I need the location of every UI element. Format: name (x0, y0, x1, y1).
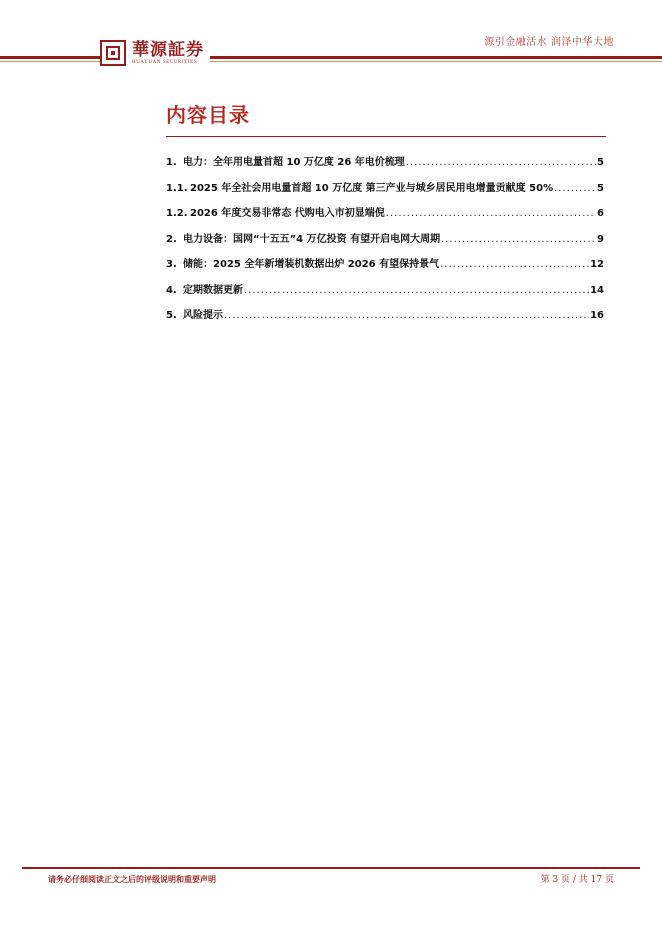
toc-entry-number: 4. (166, 284, 177, 296)
toc-entry-title: 储能：2025 全年新增装机数据出炉 2026 有望保持景气 (183, 259, 440, 270)
toc-entry-page: 5 (597, 182, 604, 194)
toc-entry[interactable] (166, 255, 604, 281)
footer-disclaimer: 请务必仔细阅读正文之后的评级说明和重要声明 (48, 875, 216, 884)
logo-seal-icon (100, 40, 126, 66)
toc-entry-page: 14 (590, 284, 604, 296)
toc-leader-dots (224, 310, 589, 321)
toc-entry-title: 2025 年全社会用电量首超 10 万亿度 第三产业与城乡居民用电增量贡献度 50% (190, 182, 554, 194)
toc-entry-title: 定期数据更新 (183, 284, 243, 296)
toc-entry-number: 1. (166, 157, 177, 168)
toc-leader-dots (441, 234, 596, 245)
toc-entry-page: 9 (597, 233, 604, 245)
toc-entry-page: 16 (590, 310, 604, 321)
toc-title: 内容目录 (166, 103, 250, 127)
toc-entry-number: 1.1. (166, 182, 188, 194)
toc-title-rule (166, 136, 606, 137)
toc-leader-dots (554, 183, 596, 194)
toc-entry-title: 电力：全年用电量首超 10 万亿度 26 年电价梳理 (183, 157, 405, 168)
header-slogan: 源引金融活水 润泽中华大地 (484, 37, 614, 48)
toc-entry[interactable] (166, 204, 604, 230)
toc-leader-dots (406, 157, 596, 168)
toc-leader-dots (386, 208, 596, 219)
toc-entry-page: 5 (597, 157, 604, 168)
toc-entry-number: 3. (166, 259, 177, 270)
toc-entry-title: 电力设备：国网“十五五”4 万亿投资 有望开启电网大周期 (183, 233, 441, 245)
toc-entry[interactable] (166, 153, 604, 179)
toc-entry[interactable] (166, 281, 604, 307)
toc-leader-dots (244, 285, 589, 296)
logo-name-cn: 華源証券 (132, 39, 204, 60)
toc-entry-page: 12 (590, 259, 604, 270)
toc-entry-page: 6 (597, 208, 604, 219)
toc-list (166, 153, 604, 332)
logo-name-en: HUAYUAN SECURITIES (132, 59, 198, 65)
toc-entry-number: 5. (166, 310, 177, 321)
footer-rule (22, 867, 640, 869)
toc-entry-title: 风险提示 (183, 310, 223, 321)
toc-entry[interactable] (166, 306, 604, 332)
toc-leader-dots (440, 259, 589, 270)
toc-entry-number: 1.2. (166, 208, 188, 219)
company-logo (100, 40, 210, 66)
page-number: 第 3 页 / 共 17 页 (540, 875, 614, 885)
toc-entry[interactable] (166, 230, 604, 256)
toc-entry[interactable] (166, 179, 604, 205)
toc-entry-title: 2026 年度交易非常态 代购电入市初显端倪 (190, 208, 385, 219)
toc-entry-number: 2. (166, 233, 177, 245)
